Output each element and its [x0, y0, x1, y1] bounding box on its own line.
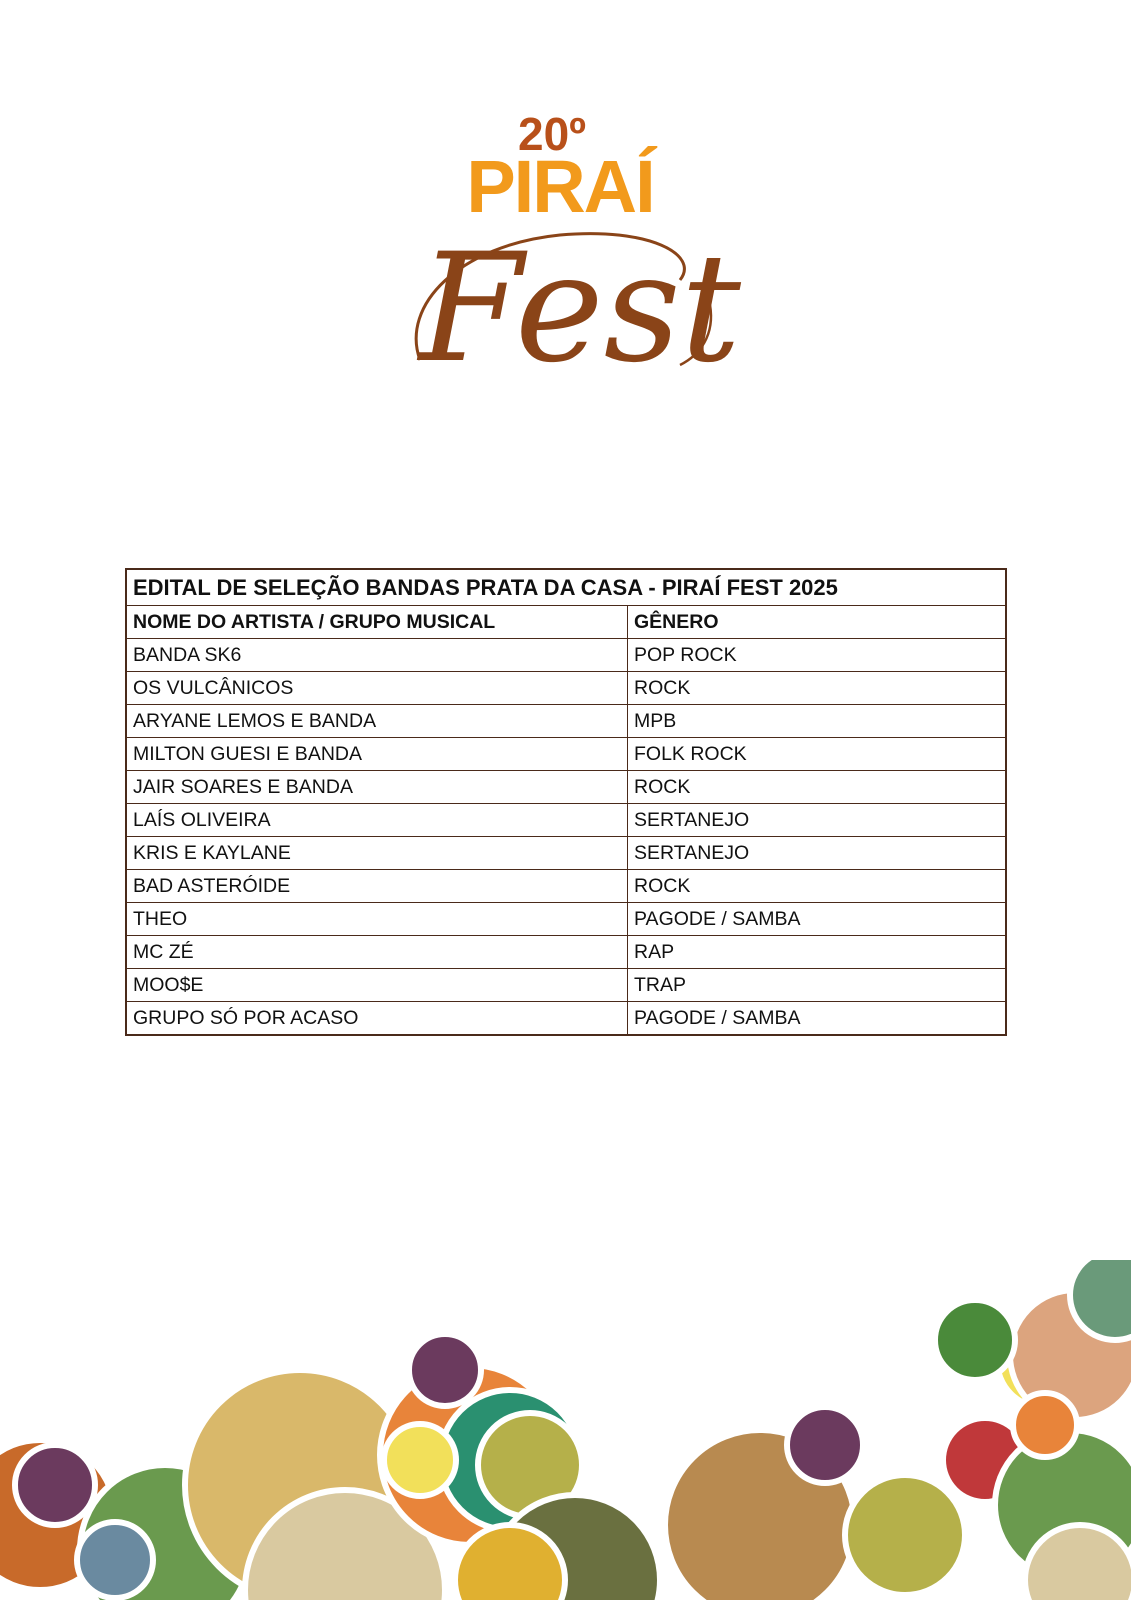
genre-cell: RAP [628, 936, 1007, 969]
artist-cell: JAIR SOARES E BANDA [126, 771, 628, 804]
table-row [126, 969, 1006, 1002]
artist-cell: ARYANE LEMOS E BANDA [126, 705, 628, 738]
genre-cell: SERTANEJO [628, 837, 1007, 870]
purple-top-circle [409, 1334, 481, 1406]
pirai-fest-logo [380, 105, 760, 395]
yellow-half-circle [384, 1424, 456, 1496]
purple-right-circle [787, 1407, 863, 1483]
genre-cell: TRAP [628, 969, 1007, 1002]
genre-cell: MPB [628, 705, 1007, 738]
artist-cell: MOO$E [126, 969, 628, 1002]
table-row [126, 738, 1006, 771]
logo-name: PIRAÍ [466, 145, 654, 228]
logo-script: Fest [419, 222, 741, 395]
table-row [126, 672, 1006, 705]
table-row [126, 804, 1006, 837]
artist-cell: LAÍS OLIVEIRA [126, 804, 628, 837]
artist-cell: THEO [126, 903, 628, 936]
table-title-row [126, 569, 1006, 606]
artist-cell: MC ZÉ [126, 936, 628, 969]
genre-cell: PAGODE / SAMBA [628, 1002, 1007, 1036]
genre-cell: PAGODE / SAMBA [628, 903, 1007, 936]
genre-cell: SERTANEJO [628, 804, 1007, 837]
genre-cell: ROCK [628, 672, 1007, 705]
table-row [126, 936, 1006, 969]
table-row [126, 771, 1006, 804]
logo-edition: 20º [518, 108, 586, 160]
artist-cell: GRUPO SÓ POR ACASO [126, 1002, 628, 1036]
genre-cell: ROCK [628, 870, 1007, 903]
selection-table [125, 568, 1007, 1036]
table-row [126, 705, 1006, 738]
header-artist: NOME DO ARTISTA / GRUPO MUSICAL [126, 606, 628, 639]
table-row [126, 837, 1006, 870]
orange-right-circle [1013, 1393, 1077, 1457]
artist-cell: BANDA SK6 [126, 639, 628, 672]
genre-cell: ROCK [628, 771, 1007, 804]
artist-cell: BAD ASTERÓIDE [126, 870, 628, 903]
artist-cell: MILTON GUESI E BANDA [126, 738, 628, 771]
slate-circle [77, 1522, 153, 1598]
leaf-circle [935, 1300, 1015, 1380]
genre-cell: POP ROCK [628, 639, 1007, 672]
table-title: EDITAL DE SELEÇÃO BANDAS PRATA DA CASA - PIRAÍ FEST 2025 [126, 569, 1006, 606]
table-row [126, 639, 1006, 672]
genre-cell: FOLK ROCK [628, 738, 1007, 771]
purple-circle [15, 1445, 95, 1525]
olive-right-circle [845, 1475, 965, 1595]
table-row [126, 870, 1006, 903]
artist-cell: KRIS E KAYLANE [126, 837, 628, 870]
table-row [126, 1002, 1006, 1036]
header-genre: GÊNERO [628, 606, 1007, 639]
decorative-circles-footer [0, 1260, 1131, 1600]
table-header-row [126, 606, 1006, 639]
table-row [126, 903, 1006, 936]
artist-cell: OS VULCÂNICOS [126, 672, 628, 705]
